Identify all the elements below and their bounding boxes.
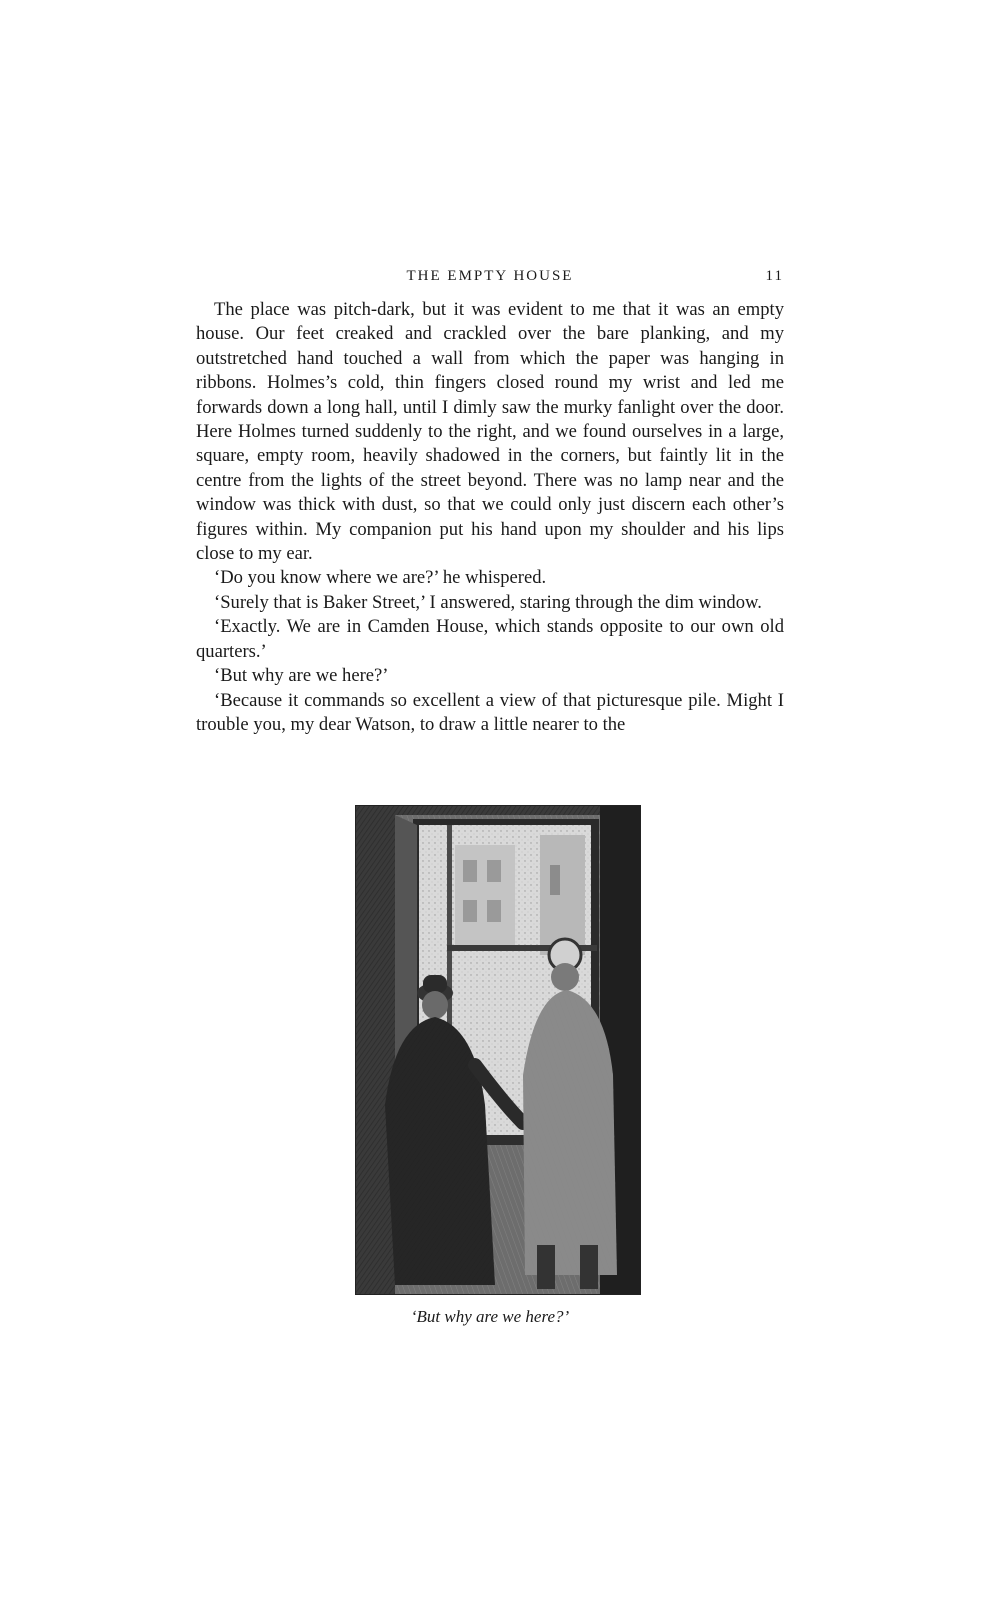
- paragraph: ‘Surely that is Baker Street,’ I answered, staring through the dim window.: [214, 591, 762, 613]
- paragraph: ‘Exactly. We are in Camden House, which stands opposite to our own old quarters.’: [196, 616, 784, 662]
- paragraph: ‘Do you know where we are?’ he whispered.: [214, 567, 547, 589]
- paragraph: ‘But why are we here?’: [214, 665, 389, 687]
- illustration-two-men-at-window: [355, 805, 641, 1295]
- illustration-caption: ‘But why are we here?’: [410, 1307, 570, 1326]
- body-text: [196, 298, 784, 737]
- paragraph: ‘Because it commands so excellent a view of that picturesque pile. Might I trouble you, my dear Watson, to draw a little nearer to the: [196, 689, 784, 735]
- paragraph: The place was pitch-dark, but it was evident to me that it was an empty house. Our feet creaked and crackled over the bare planking, and my outstretched hand touched a wall from which the paper was hanging in ribbons. Holmes’s cold, thin fingers closed round my wrist and led me forwards down a long hall, until I dimly saw the murky fanlight over the door. Here Holmes turned suddenly to the right, and we found ourselves in a large, square, empty room, heavily shadowed in the corners, but faintly lit in the centre from the lights of the street beyond. There was no lamp near and the window was thick with dust, so that we could only just discern each other’s figures within. My companion put his hand upon my shoulder and his lips close to my ear.: [196, 299, 784, 565]
- page-number: 11: [765, 268, 784, 284]
- running-head: [196, 268, 784, 290]
- running-title: THE EMPTY HOUSE: [406, 268, 574, 284]
